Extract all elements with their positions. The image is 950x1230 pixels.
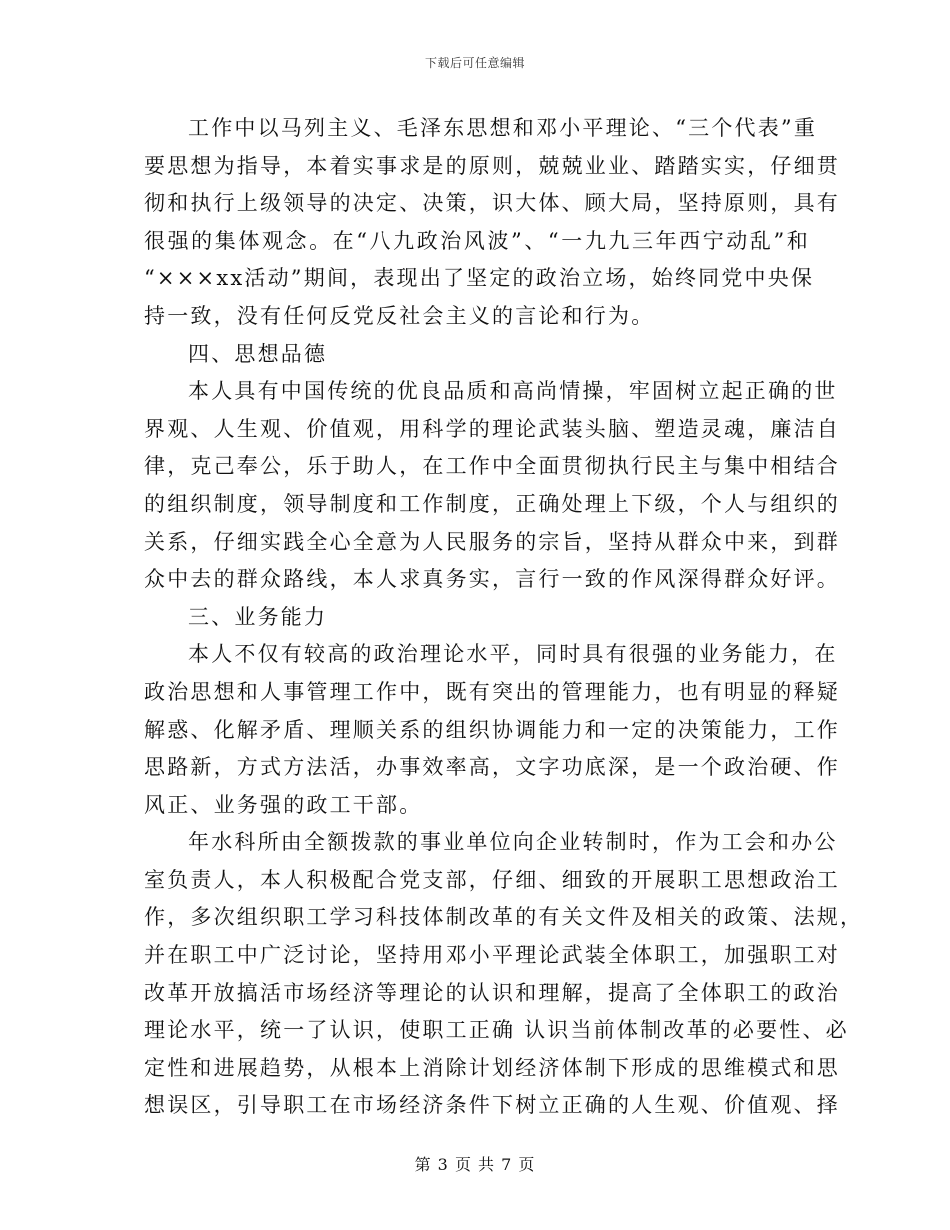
- text-line: 的组织制度，领导制度和工作制度，正确处理上下级，个人与组织的: [144, 491, 840, 516]
- text-line: 作，多次组织职工学习科技体制改革的有关文件及相关的政策、法规，: [144, 905, 864, 930]
- text-line: 风正、业务强的政工干部。: [144, 792, 423, 817]
- page-header: 下载后可任意编辑: [424, 56, 525, 70]
- text-line: 理论水平，统一了认识，使职工正确 认识当前体制改革的必要性、必: [144, 1018, 849, 1043]
- text-line: 工作中以马列主义、毛泽东思想和邓小平理论、“三个代表”重: [188, 116, 818, 140]
- section-heading: 三、业务能力: [188, 604, 328, 629]
- text-line: 本人具有中国传统的优良品质和高尚情操，牢固树立起正确的世: [188, 379, 838, 404]
- text-line: 很强的集体观念。在“八九政治风波”、“一九九三年西宁动乱”和: [144, 228, 810, 253]
- text-line: 界观、人生观、价值观，用科学的理论武装头脑、塑造灵魂，廉洁自: [144, 416, 840, 441]
- text-line: 年水科所由全额拨款的事业单位向企业转制时，作为工会和办公: [188, 830, 838, 855]
- page-number-footer: 第 3 页 共 7 页: [414, 1155, 536, 1174]
- text-line: 改革开放搞活市场经济等理论的认识和理解，提高了全体职工的政治: [144, 980, 840, 1005]
- text-line: 本人不仅有较高的政治理论水平，同时具有很强的业务能力，在: [188, 642, 838, 667]
- text-line: 律，克己奉公，乐于助人，在工作中全面贯彻执行民主与集中相结合: [144, 454, 840, 479]
- text-line: 思路新，方式方法活，办事效率高，文字功底深，是一个政治硬、作: [144, 755, 840, 780]
- text-line: 定性和进展趋势，从根本上消除计划经济体制下形成的思维模式和思: [144, 1055, 840, 1080]
- section-heading: 四、思想品德: [188, 341, 328, 366]
- text-line: 政治思想和人事管理工作中，既有突出的管理能力，也有明显的释疑: [144, 679, 840, 704]
- document-body: [144, 110, 864, 1125]
- text-line: 关系，仔细实践全心全意为人民服务的宗旨，坚持从群众中来，到群: [144, 529, 840, 554]
- text-line: 想误区，引导职工在市场经济条件下树立正确的人生观、价值观、择: [144, 1093, 840, 1118]
- text-line: 众中去的群众路线，本人求真务实，言行一致的作风深得群众好评。: [144, 567, 840, 592]
- text-line: “×××xx活动”期间，表现出了坚定的政治立场，始终同党中央保: [144, 266, 815, 291]
- text-line: 室负责人，本人积极配合党支部，仔细、细致的开展职工思想政治工: [144, 867, 840, 892]
- text-line: 持一致，没有任何反党反社会主义的言论和行为。: [144, 303, 655, 328]
- text-line: 并在职工中广泛讨论，坚持用邓小平理论武装全体职工，加强职工对: [144, 943, 840, 968]
- text-line: 要思想为指导，本着实事求是的原则，兢兢业业、踏踏实实，仔细贯: [144, 153, 840, 178]
- text-line: 彻和执行上级领导的决定、决策，识大体、顾大局，坚持原则，具有: [144, 191, 840, 216]
- text-line: 解惑、化解矛盾、理顺关系的组织协调能力和一定的决策能力，工作: [144, 717, 840, 742]
